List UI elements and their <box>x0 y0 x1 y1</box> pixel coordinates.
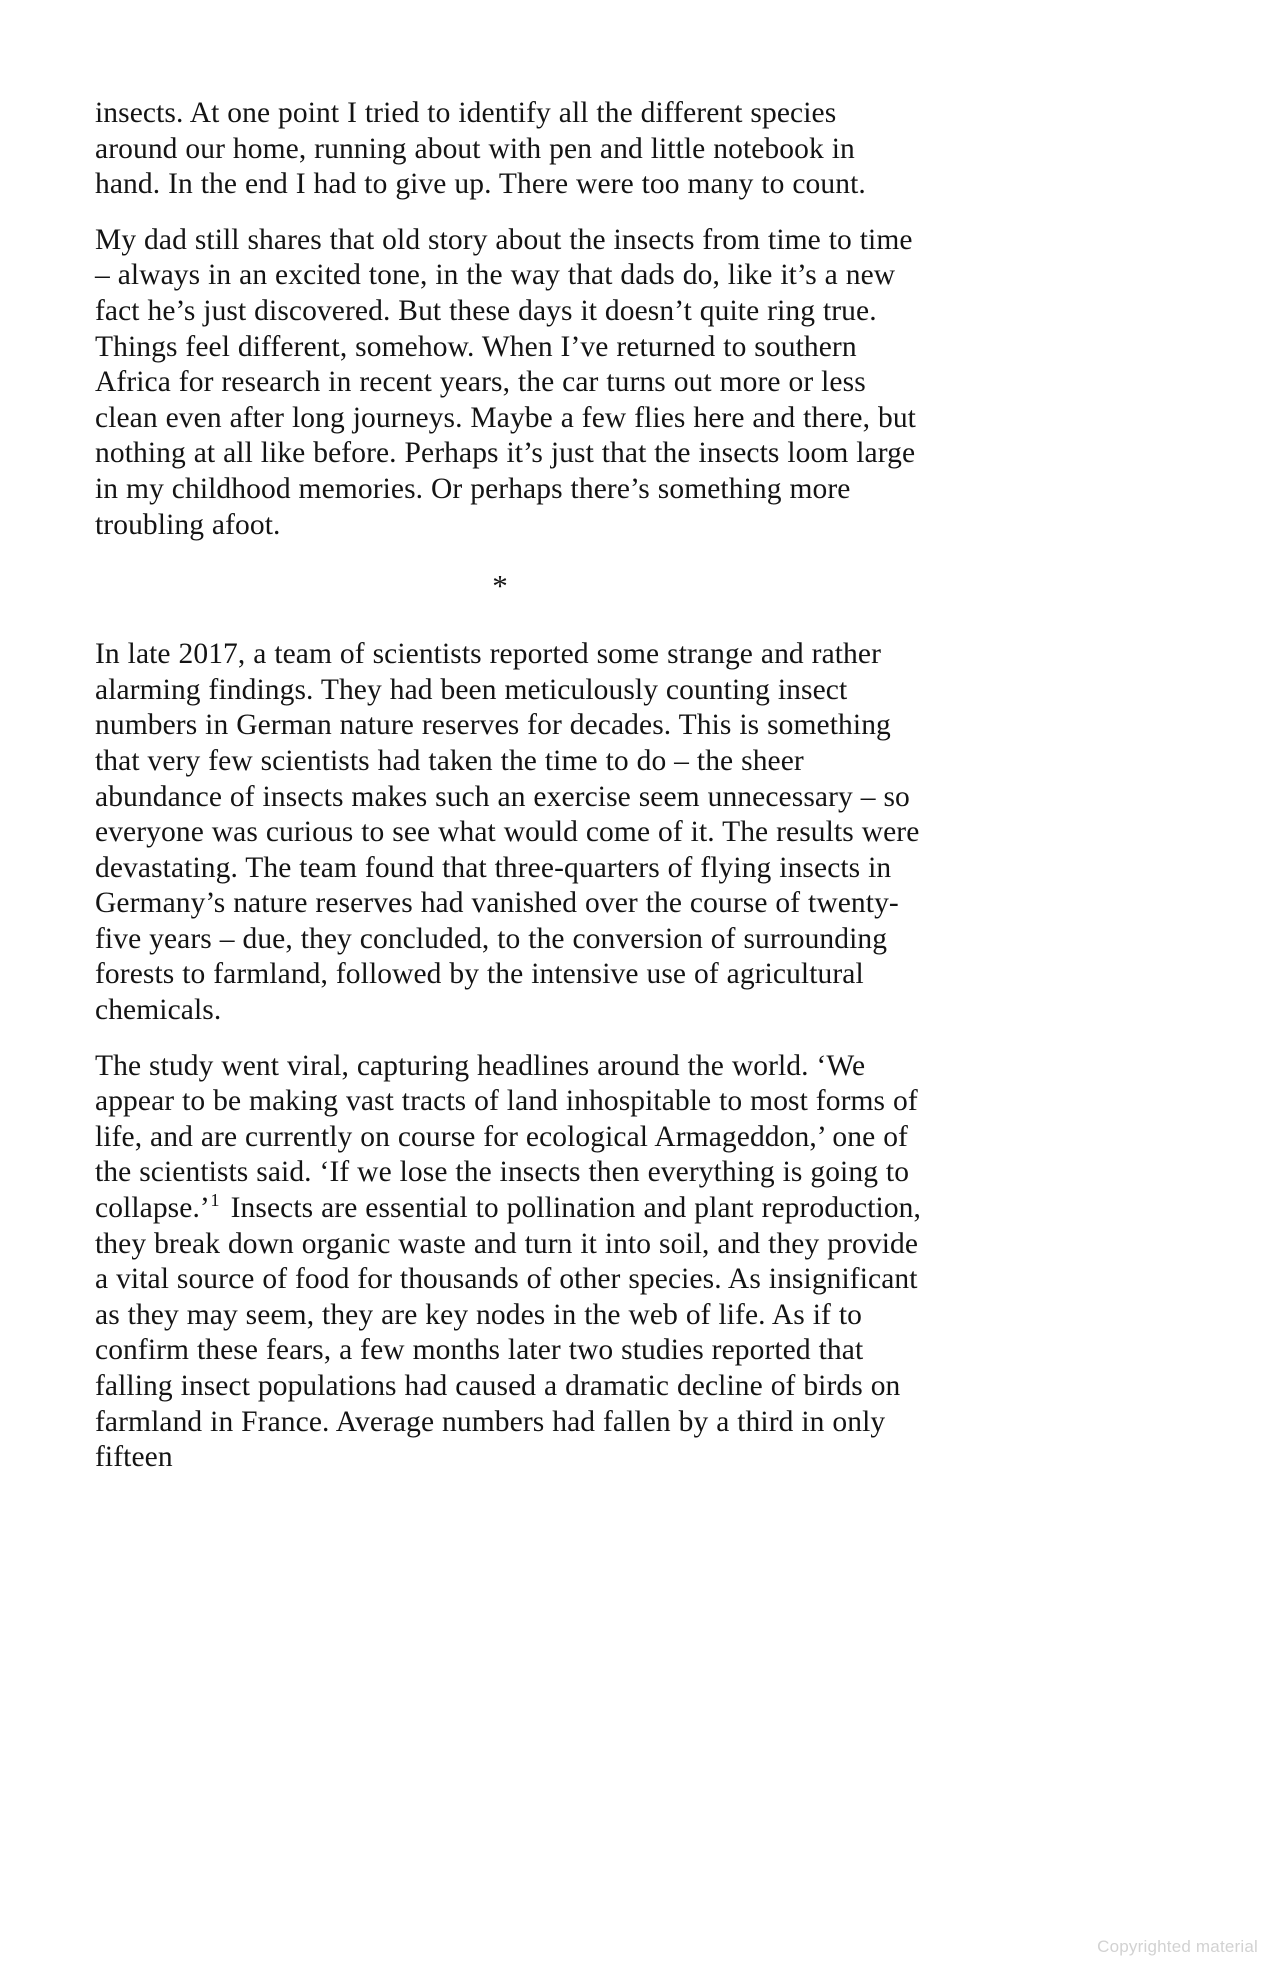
paragraph-late-2017: In late 2017, a team of scientists reported some strange and rather alarming findings. They had been meticulously counting insect numbers in German nature reserves for decades. This is something that very few scientists had taken the time to do – the sheer abundance of insects makes such an exercise seem unnecessary – so everyone was curious to see what would come of it. The results were devastating. The team found that three-quarters of flying insects in Germany’s nature reserves had vanished over the course of twenty-five years – due, they concluded, to the conversion of surrounding forests to farmland, followed by the intensive use of agricultural chemicals. <box>95 638 920 1027</box>
text-column <box>95 96 923 1476</box>
paragraph-study-went-viral <box>95 1049 923 1476</box>
paragraph-text-before-footnote: The study went viral, capturing headlines around the world. ‘We appear to be making vast tracts of land inhospitable to most forms of life, and are currently on course for ecological Armageddon,’ one of the scientists said. ‘If we lose the insects then everything is going to collapse.’ <box>95 1049 918 1225</box>
footnote-reference-marker[interactable]: 1 <box>210 1190 220 1211</box>
paragraph-insects-count: insects. At one point I tried to identify all the different species around our home, running about with pen and little notebook in hand. In the end I had to give up. There were too many to count. <box>95 97 866 201</box>
paragraph-text-after-footnote: Insects are essential to pollination and plant reproduction, they break down organic waste and turn it into soil, and they provide a vital source of food for thousands of other species. As insignificant as they may seem, they are key nodes in the web of life. As if to confirm these fears, a few months later two studies reported that falling insect populations had caused a dramatic decline of birds on farmland in France. Average numbers had fallen by a third in only fifteen <box>95 1192 921 1474</box>
paragraph-my-dad: My dad still shares that old story about the insects from time to time – always in an excited tone, in the way that dads do, like it’s a new fact he’s just discovered. But these days it doesn’t quite ring true. Things feel different, somehow. When I’ve returned to southern Africa for research in recent years, the car turns out more or less clean even after long journeys. Maybe a few flies here and there, but nothing at all like before. Perhaps it’s just that the insects loom large in my childhood memories. Or perhaps there’s something more troubling afoot. <box>95 223 916 541</box>
section-break-asterisk: * <box>492 568 508 604</box>
copyright-watermark: Copyrighted material <box>1097 1937 1258 1956</box>
